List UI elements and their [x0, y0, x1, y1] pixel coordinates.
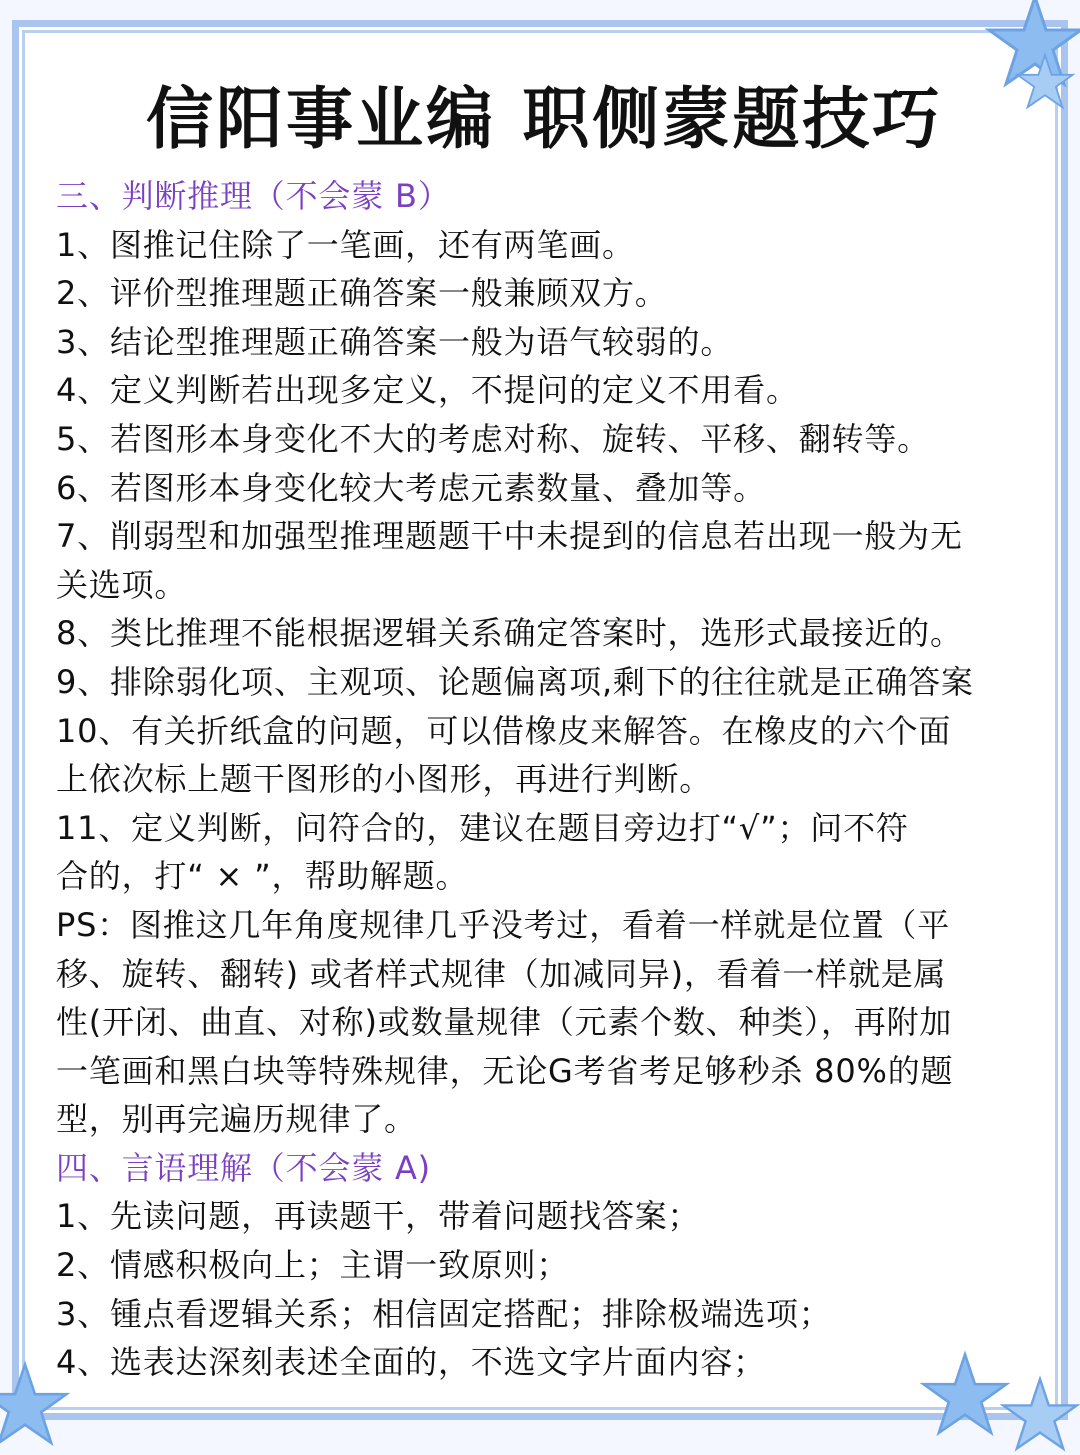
ps-note: 一笔画和黑白块等特殊规律，无论G考省考足够秒杀 80%的题 [56, 1051, 954, 1090]
list-item: 6、若图形本身变化较大考虑元素数量、叠加等。 [56, 468, 766, 507]
list-item: 3、锺点看逻辑关系；相信固定搭配；排除极端选项； [56, 1294, 832, 1333]
list-item: 4、定义判断若出现多定义，不提问的定义不用看。 [56, 371, 799, 410]
list-item: 8、类比推理不能根据逻辑关系确定答案时，选形式最接近的。 [56, 614, 963, 653]
list-item: 上依次标上题干图形的小图形，再进行判断。 [56, 760, 713, 799]
list-item: 关选项。 [56, 565, 188, 604]
list-item: 7、削弱型和加强型推理题题干中未提到的信息若出现一般为无 [56, 517, 963, 556]
list-item: 2、情感积极向上；主谓一致原则； [56, 1246, 570, 1285]
content [56, 74, 1036, 1387]
list-item: 11、定义判断，问符合的，建议在题目旁边打“√”；问不符 [56, 808, 909, 847]
list-item: 3、结论型推理题正确答案一般为语气较弱的。 [56, 322, 734, 361]
star-icon [1000, 1375, 1080, 1455]
list-item: 9、排除弱化项、主观项、论题偏离项,剩下的往往就是正确答案 [56, 662, 974, 701]
ps-note: 性(开闭、曲直、对称)或数量规律（元素个数、种类），再附加 [56, 1003, 953, 1042]
list-item: 4、选表达深刻表述全面的，不选文字片面内容； [56, 1343, 766, 1382]
list-item: 1、先读问题，再读题干，带着问题找答案； [56, 1197, 701, 1236]
page-title: 信阳事业编 职侧蒙题技巧 [146, 80, 943, 158]
ps-note: PS：图推这几年角度规律几乎没考过，看着一样就是位置（平 [56, 905, 951, 944]
ps-note: 移、旋转、翻转) 或者样式规律（加减同异)，看着一样就是属 [56, 954, 947, 993]
section-heading-verbal: 四、言语理解（不会蒙 A) [56, 1148, 431, 1187]
section-heading-reasoning: 三、判断推理（不会蒙 B） [56, 177, 451, 215]
list-item: 10、有关折纸盒的问题，可以借橡皮来解答。在橡皮的六个面 [56, 711, 952, 750]
ps-note: 型，别再完遍历规律了。 [56, 1100, 417, 1139]
list-item: 2、评价型推理题正确答案一般兼顾双方。 [56, 274, 668, 313]
list-item: 5、若图形本身变化不大的考虑对称、旋转、平移、翻转等。 [56, 419, 930, 458]
list-item: 合的，打“ × ”，帮助解题。 [56, 857, 469, 896]
list-item: 1、图推记住除了一笔画，还有两笔画。 [56, 225, 635, 264]
